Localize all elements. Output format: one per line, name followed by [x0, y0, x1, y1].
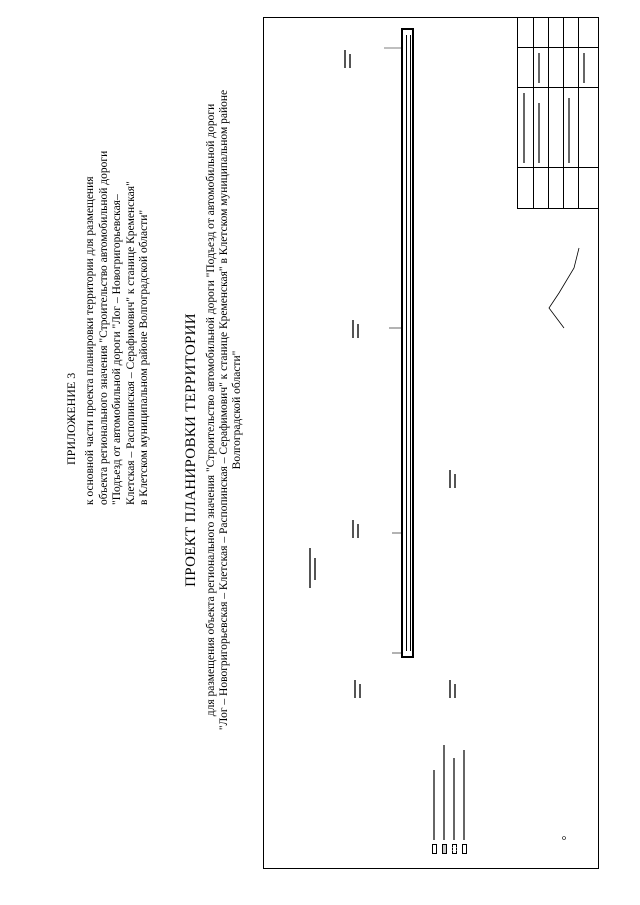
appendix-label: ПРИЛОЖЕНИЕ 3	[64, 372, 78, 465]
appendix-line-1: к основной части проекта планировки территории для размещения	[84, 176, 96, 505]
legend-swatch	[442, 844, 447, 854]
subtitle-line-2: "Лог – Новогригорьевская – Клетская – Распопинская – Серафимович" к станице Кременская" в Клетском муниципальном районе	[218, 89, 230, 731]
appendix-line-2: объекта регионального значения "Строительство автомобильной дороги	[97, 150, 110, 505]
title-block-stamp	[517, 18, 598, 209]
appendix-line-5: в Клетском муниципальном районе Волгоградской области"	[138, 209, 150, 505]
page-title: ПРОЕКТ ПЛАНИРОВКИ ТЕРРИТОРИИ	[183, 313, 199, 587]
subtitle-line-3: Волгоградской области"	[231, 350, 243, 470]
appendix-description	[84, 85, 152, 505]
subtitle-line-1: для размещения объекта регионального значения "Строительство автомобильной дороги "Подъезд от автомобильной дороги	[205, 103, 217, 717]
appendix-line-3: "Подъезд от автомобильной дороги "Лог – Новогригорьевская–	[111, 194, 123, 505]
page-subtitle	[205, 50, 244, 770]
drawing-frame	[263, 17, 599, 869]
appendix-line-4: Клетская – Распопинская – Серафимович" к станице Кременская"	[124, 181, 137, 505]
legend-swatch	[432, 844, 437, 854]
legend-swatch	[462, 844, 467, 854]
stamp-text-lines	[518, 18, 598, 208]
legend-text-lines	[432, 730, 472, 840]
legend-swatch	[452, 844, 457, 854]
